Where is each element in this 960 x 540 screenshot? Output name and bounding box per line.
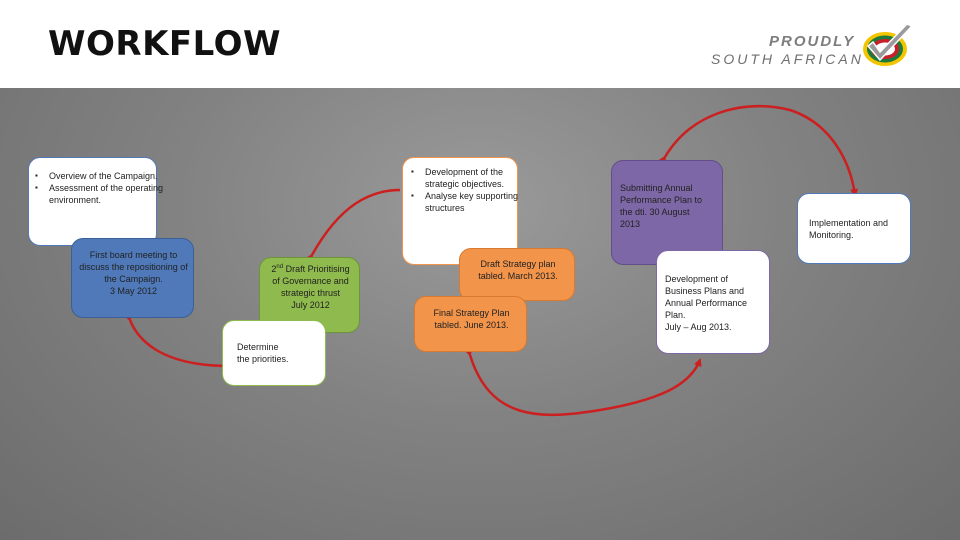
arrow-second-to-development xyxy=(312,190,400,255)
first-board-meeting-box xyxy=(71,238,194,318)
overview-item-1: ▪ Overview of the Campaign. xyxy=(49,170,167,182)
business-line-4: Plan. xyxy=(665,310,686,320)
business-line-5: July – Aug 2013. xyxy=(665,322,732,332)
submitting-line-3: the dti. 30 August xyxy=(620,207,690,217)
second-draft-line-1 xyxy=(260,261,361,275)
logo-text-proudly: PROUDLY xyxy=(769,33,856,50)
implementation-line-2: Monitoring. xyxy=(809,230,854,240)
second-draft-line-1-text: Draft Prioritising xyxy=(283,264,350,274)
final-plan-line-1: Final Strategy Plan xyxy=(433,308,510,318)
determine-line-2: the priorities. xyxy=(237,354,289,364)
business-line-3: Annual Performance xyxy=(665,298,748,308)
logo-text-south-african: SOUTH AFRICAN xyxy=(711,51,864,67)
overview-box xyxy=(28,157,164,246)
implementation-box xyxy=(797,193,911,264)
second-draft-number: 2 xyxy=(271,264,277,274)
determine-priorities-box xyxy=(222,320,326,386)
slide-title: WORKFLOW xyxy=(48,24,282,64)
draft-plan-line-2: tabled. March 2013. xyxy=(478,271,558,281)
business-plans-box xyxy=(656,250,770,354)
development-item-2: ▪ Analyse key supporting structures xyxy=(425,190,529,214)
first-board-line-2: discuss the repositioning of xyxy=(79,262,188,272)
implementation-line-1: Implementation and xyxy=(809,218,889,228)
first-board-line-1: First board meeting to xyxy=(89,250,178,260)
arrow-final-to-business xyxy=(470,355,700,415)
final-plan-line-2: tabled. June 2013. xyxy=(434,320,509,330)
first-board-line-4: 3 May 2012 xyxy=(109,286,158,296)
second-draft-line-3: strategic thrust xyxy=(280,288,341,298)
final-strategy-plan-box xyxy=(414,296,527,352)
submitting-line-2: Performance Plan to xyxy=(620,195,703,205)
second-draft-line-2: of Governance and xyxy=(272,276,349,286)
overview-item-2: ▪ Assessment of the operating environment. xyxy=(49,182,167,206)
first-board-line-3: the Campaign. xyxy=(104,274,163,284)
development-item-1: ▪ Development of the strategic objectives. xyxy=(425,166,529,190)
second-draft-superscript: nd xyxy=(276,264,284,270)
draft-strategy-plan-box xyxy=(459,248,575,301)
submitting-line-4: 2013 xyxy=(620,219,641,229)
determine-line-1: Determine xyxy=(237,342,279,352)
business-line-2: Business Plans and xyxy=(665,286,745,296)
submitting-line-1: Submitting Annual xyxy=(620,183,693,193)
draft-plan-line-1: Draft Strategy plan xyxy=(480,259,556,269)
business-line-1: Development of xyxy=(665,274,729,284)
second-draft-line-4: July 2012 xyxy=(291,300,330,310)
